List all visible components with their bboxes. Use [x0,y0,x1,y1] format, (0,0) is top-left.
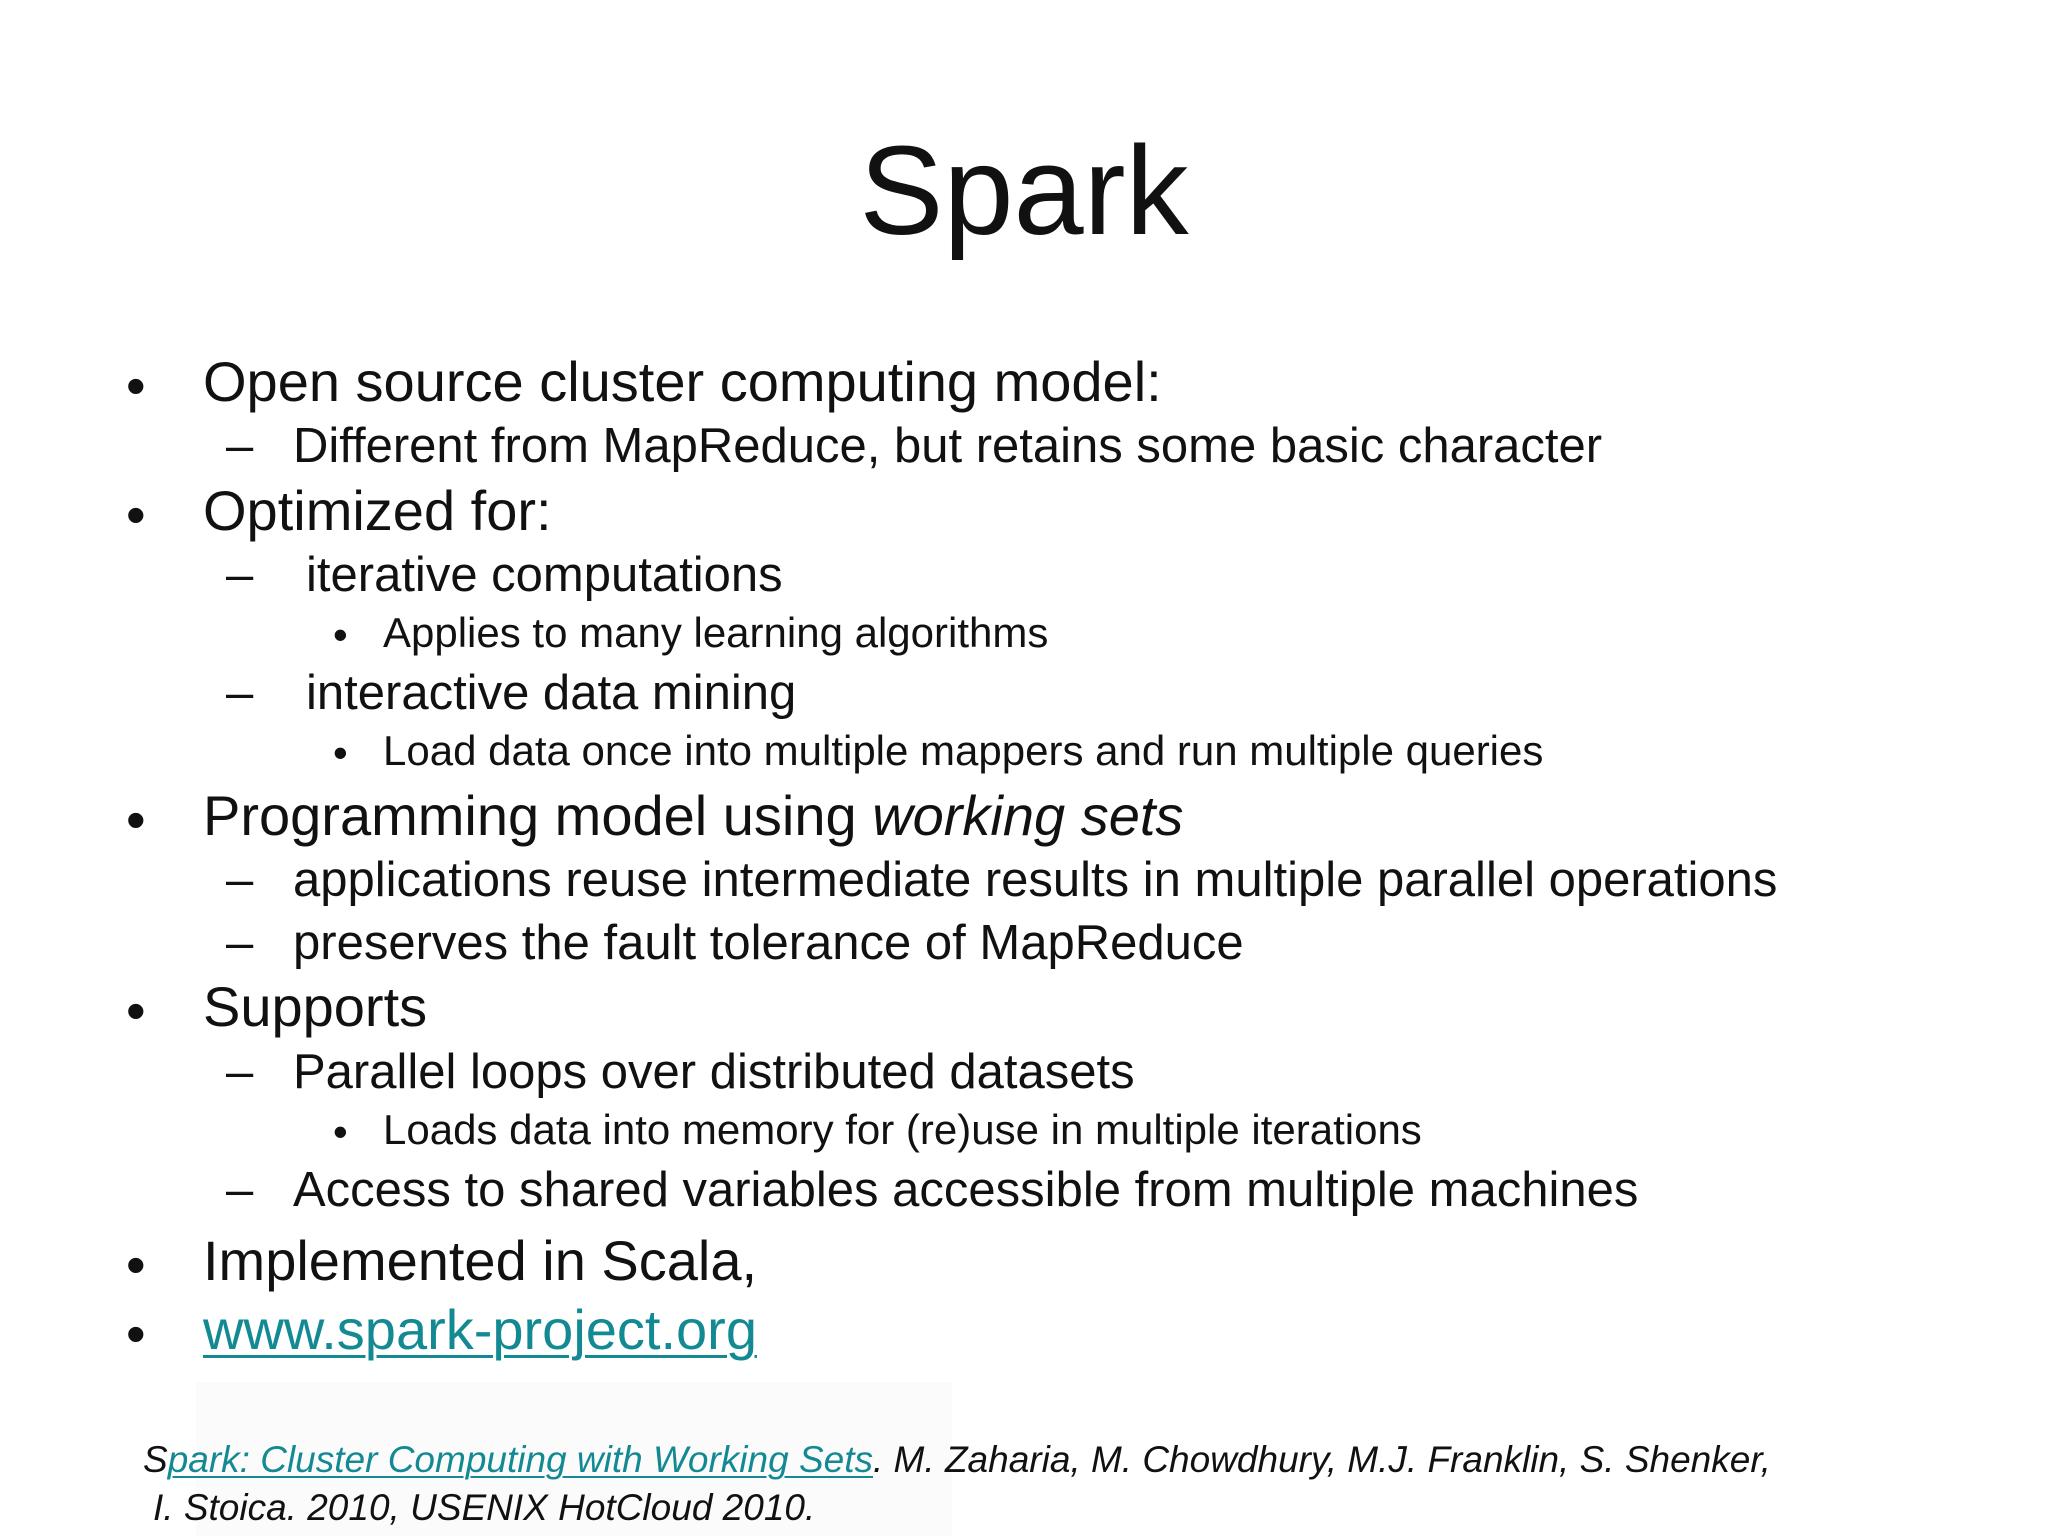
spark-project-link[interactable]: www.spark-project.org [203,1298,757,1361]
slide-title: Spark [859,120,1189,261]
reference-first-letter: S [143,1439,168,1480]
reference-line-2: I. Stoica. 2010, USENIX HotCloud 2010. [153,1487,816,1528]
subsub-learning-algorithms: Applies to many learning algorithms [383,609,1049,656]
sub-applications-reuse: applications reuse intermediate results in multiple parallel operations [293,853,1778,907]
dash-marker: – [226,853,254,907]
dash-marker: – [226,1045,254,1099]
bullet-marker: • [126,788,146,851]
bullet-marker: • [126,979,146,1042]
bullet-supports: Supports [203,975,428,1038]
bullet-optimized-for: Optimized for: [203,479,552,542]
sub-iterative-computations: iterative computations [306,548,783,602]
sub-shared-variables: Access to shared variables accessible from multiple machines [293,1163,1639,1217]
bullet-programming-model [203,784,1184,847]
subsub-load-data-once: Load data once into multiple mappers and run multiple queries [383,727,1544,774]
sub-fault-tolerance: preserves the fault tolerance of MapReduce [293,916,1244,970]
sub-parallel-loops: Parallel loops over distributed datasets [293,1045,1135,1099]
sub-interactive-data-mining: interactive data mining [306,666,797,720]
bullet-marker: • [333,1108,348,1155]
dash-marker: – [226,548,254,602]
bullet-marker: • [126,1302,146,1365]
dash-marker: – [226,666,254,720]
reference-authors: . M. Zaharia, M. Chowdhury, M.J. Franklin, S. Shenker, [873,1439,1771,1480]
dash-marker: – [226,419,254,473]
bullet-marker: • [126,1233,146,1296]
subsub-loads-into-memory: Loads data into memory for (re)use in multiple iterations [383,1106,1422,1153]
bullet-marker: • [126,354,146,417]
reference-line-1 [143,1441,1771,1478]
bullet-implemented-in-scala: Implemented in Scala, [203,1229,758,1292]
bullet-programming-model-text: Programming model using [203,784,873,847]
sub-different-from-mapreduce: Different from MapReduce, but retains some basic character [293,419,1603,473]
bullet-marker: • [333,611,348,658]
bullet-marker: • [333,729,348,776]
dash-marker: – [226,916,254,970]
dash-marker: – [226,1163,254,1217]
working-sets-emphasis: working sets [872,784,1184,847]
paper-title-link[interactable]: park: Cluster Computing with Working Sets [167,1439,873,1480]
bullet-open-source: Open source cluster computing model: [203,350,1162,413]
bullet-marker: • [126,483,146,546]
